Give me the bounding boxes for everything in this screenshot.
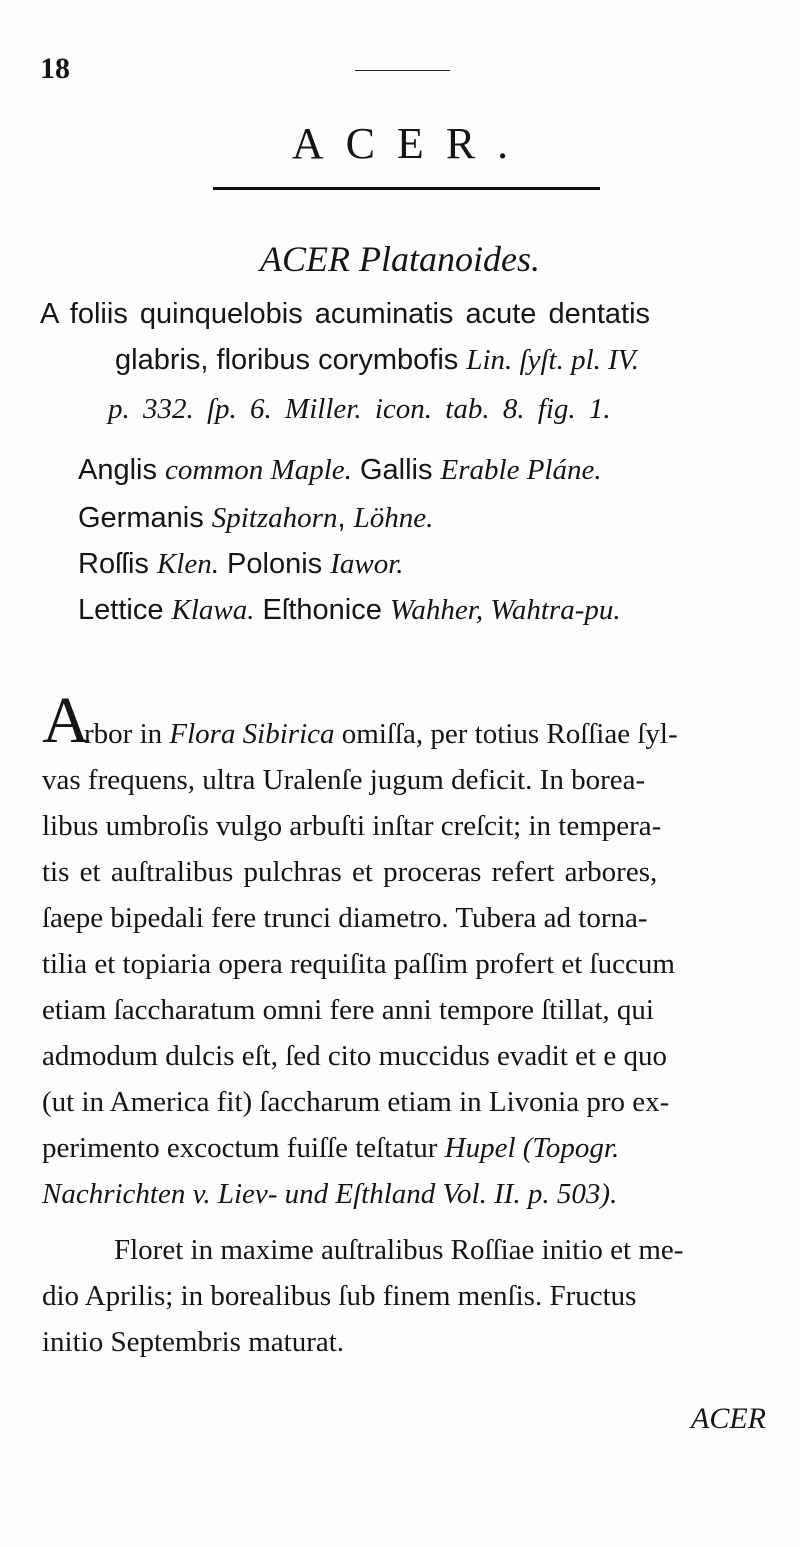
vernacular-lang: Eſthonice [254, 594, 390, 626]
page-number: 18 [40, 52, 70, 85]
description-line: A foliis quinquelobis acuminatis acute dentatis [40, 298, 651, 330]
species-title: ACER Platanoides. [260, 239, 540, 279]
genus-title: ACER. [291, 119, 531, 168]
drop-cap: A [42, 684, 90, 757]
catchword: ACER [691, 1402, 766, 1435]
body-line: Floret in maxime auſtralibus Roſſiae initio et me- [114, 1234, 684, 1266]
body-citation: Hupel (Topogr. [444, 1132, 620, 1164]
vernacular-line [78, 504, 433, 533]
body-line: ſaepe bipedali fere trunci diametro. Tubera ad torna- [42, 902, 648, 934]
body-line: Nachrichten v. Liev- und Eſthland Vol. II. p. 503). [42, 1178, 618, 1210]
vernacular-name: Klen. [156, 548, 219, 580]
vernacular-lang: Gallis [351, 454, 441, 486]
description-line [115, 346, 639, 375]
body-text: omiſſa, per totius Roſſiae ſyl- [334, 718, 678, 750]
body-line: initio Septembris maturat. [42, 1326, 345, 1358]
vernacular-lang: Lettice [78, 594, 172, 626]
vernacular-name: Klawa. [171, 594, 255, 626]
body-line: tis et auſtralibus pulchras et proceras refert arbores, [42, 856, 658, 888]
description-citation: Lin. ſyſt. pl. IV. [466, 344, 640, 376]
body-citation: Flora Sibirica [169, 718, 335, 750]
vernacular-name: Iawor. [330, 548, 404, 580]
body-line: dio Aprilis; in borealibus ſub finem menſis. Fructus [42, 1280, 637, 1312]
vernacular-name: Wahher, Wahtra-pu. [389, 594, 621, 626]
top-rule [355, 70, 450, 71]
description-text: glabris, floribus corymbofis [115, 344, 467, 376]
body-line: etiam ſaccharatum omni fere anni tempore ſtillat, qui [42, 994, 654, 1026]
body-text: rbor in [84, 718, 170, 750]
vernacular-line [78, 456, 602, 485]
body-line [84, 720, 678, 749]
vernacular-lang: Anglis [78, 454, 166, 486]
vernacular-name: Spitzahorn [211, 502, 338, 534]
vernacular-name: Erable Pláne. [440, 454, 602, 486]
vernacular-sep: , [337, 502, 354, 534]
vernacular-lang: Germanis [78, 502, 212, 534]
vernacular-name: common Maple. [165, 454, 352, 486]
vernacular-lang: Polonis [219, 548, 331, 580]
vernacular-name: Löhne. [353, 502, 434, 534]
body-text: perimento excoctum fuiſſe teſtatur [42, 1132, 445, 1164]
vernacular-line [78, 550, 404, 579]
body-line: (ut in America fit) ſaccharum etiam in Livonia pro ex- [42, 1086, 670, 1118]
body-line: vas frequens, ultra Uralenſe jugum deficit. In borea- [42, 764, 646, 796]
description-line: p. 332. ſp. 6. Miller. icon. tab. 8. fig. 1. [108, 393, 611, 425]
body-line [42, 1134, 619, 1163]
vernacular-lang: Roſſis [78, 548, 157, 580]
body-line: tilia et topiaria opera requiſita paſſim profert et ſuccum [42, 948, 675, 980]
title-rule [213, 187, 600, 190]
body-line: libus umbroſis vulgo arbuſti inſtar creſcit; in tempera- [42, 810, 662, 842]
vernacular-line [78, 596, 621, 625]
body-line: admodum dulcis eſt, ſed cito muccidus evadit et e quo [42, 1040, 667, 1072]
